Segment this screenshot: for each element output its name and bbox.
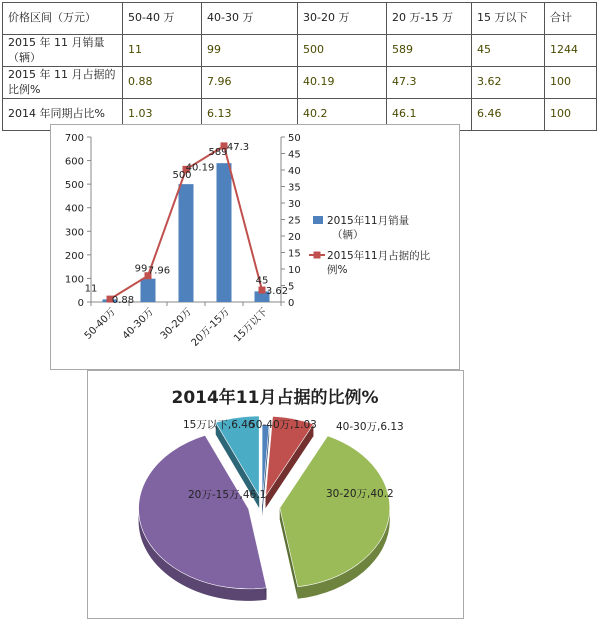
legend-share-marker: [314, 252, 321, 259]
header-cell: 20 万-15 万: [387, 3, 472, 35]
line-data-label: 40.19: [185, 162, 215, 174]
bar-data-label: 11: [84, 283, 98, 295]
right-tick-label: 35: [288, 182, 301, 194]
legend-sales-label: [327, 214, 409, 241]
pie-slice-label: 50-40万,1.03: [249, 419, 317, 431]
row-label: 2015 年 11 月占据的比例%: [3, 67, 123, 99]
table-cell: 6.46: [472, 99, 545, 131]
header-cell: 50-40 万: [123, 3, 202, 35]
share-2014-pie-chart: [87, 370, 464, 619]
bar-sales-1: [141, 279, 156, 302]
bar-sales-3: [217, 163, 232, 302]
table-cell: 45: [472, 35, 545, 67]
pie-slice-label: 30-20万,40.2: [326, 488, 394, 500]
x-category-label: 20万-15万: [189, 306, 233, 349]
price-range-table: [2, 2, 597, 131]
legend-sales-label-line: 2015年11月销量: [327, 215, 410, 227]
right-tick-label: 40: [288, 166, 301, 177]
x-category-label: 50-40万: [82, 306, 119, 342]
legend-share-label: [327, 249, 431, 276]
header-cell: 40-30 万: [202, 3, 298, 35]
table-header-row: [3, 3, 597, 35]
left-tick-label: 100: [64, 274, 84, 286]
x-category-label: 15万以下: [232, 306, 271, 345]
table-cell: 500: [298, 35, 387, 67]
left-tick-label: 600: [64, 156, 84, 168]
table-cell: 46.1: [387, 99, 472, 131]
right-tick-label: 45: [288, 149, 301, 161]
line-data-label: 3.62: [265, 286, 289, 298]
header-price-range: 价格区间（万元）: [3, 3, 123, 35]
left-tick-label: 300: [64, 227, 84, 239]
table-cell: 1244: [545, 35, 597, 67]
legend-share-label-line: 例%: [327, 264, 348, 276]
share-2014-pie-chart-svg: [88, 371, 463, 618]
table-cell: 40.19: [298, 67, 387, 99]
pie-slice-label: 20万-15万,46.1: [188, 489, 267, 501]
line-data-label: 47.3: [226, 141, 250, 153]
right-tick-label: 5: [288, 281, 295, 293]
table-row: [3, 67, 597, 99]
sales-combo-chart: [50, 124, 460, 370]
table-cell: 47.3: [387, 67, 472, 99]
bar-data-label: 589: [208, 147, 228, 159]
bar-data-label: 500: [172, 170, 192, 182]
left-tick-label: 700: [64, 133, 84, 144]
table-cell: 589: [387, 35, 472, 67]
pie-slice-label: 40-30万,6.13: [336, 421, 404, 433]
right-tick-label: 15: [288, 248, 301, 260]
line-data-label: 7.96: [147, 265, 171, 277]
pie-title: 2014年11月占据的比例%: [171, 388, 379, 408]
bar-sales-2: [179, 184, 194, 302]
header-cell: 30-20 万: [298, 3, 387, 35]
left-tick-label: 200: [64, 250, 84, 262]
table-cell: 3.62: [472, 67, 545, 99]
right-tick-label: 10: [288, 265, 301, 276]
right-tick-label: 30: [288, 199, 301, 210]
left-tick-label: 500: [64, 180, 84, 192]
x-category-label: 30-20万: [158, 306, 195, 342]
x-category-label: 40-30万: [120, 306, 157, 342]
left-tick-label: 0: [77, 298, 84, 309]
legend-share-label-line: 2015年11月占据的比: [327, 250, 431, 262]
right-tick-label: 0: [288, 298, 295, 309]
table-cell: 1.03: [123, 99, 202, 131]
header-cell: 合计: [545, 3, 597, 35]
legend-sales-label-line: （辆）: [332, 229, 364, 241]
table-cell: 7.96: [202, 67, 298, 99]
sales-combo-chart-svg: [51, 125, 459, 369]
share-marker-4: [259, 287, 266, 294]
bar-data-label: 45: [255, 275, 269, 287]
right-tick-label: 50: [288, 133, 301, 144]
left-tick-label: 400: [64, 203, 84, 215]
table-cell: 100: [545, 67, 597, 99]
table-row: [3, 35, 597, 67]
bar-data-label: 99: [134, 263, 148, 275]
line-data-label: 0.88: [111, 295, 135, 307]
right-tick-label: 20: [288, 232, 301, 243]
table-cell: 100: [545, 99, 597, 131]
pie-slice-label: 15万以下,6.46: [183, 419, 255, 431]
table-cell: 0.88: [123, 67, 202, 99]
legend-sales-swatch: [313, 216, 323, 224]
row-label: 2015 年 11 月销量（辆）: [3, 35, 123, 67]
header-cell: 15 万以下: [472, 3, 545, 35]
table-cell: 11: [123, 35, 202, 67]
table-cell: 40.2: [298, 99, 387, 131]
right-tick-label: 25: [288, 215, 301, 227]
table-cell: 6.13: [202, 99, 298, 131]
table-cell: 99: [202, 35, 298, 67]
row-label: 2014 年同期占比%: [3, 99, 123, 131]
